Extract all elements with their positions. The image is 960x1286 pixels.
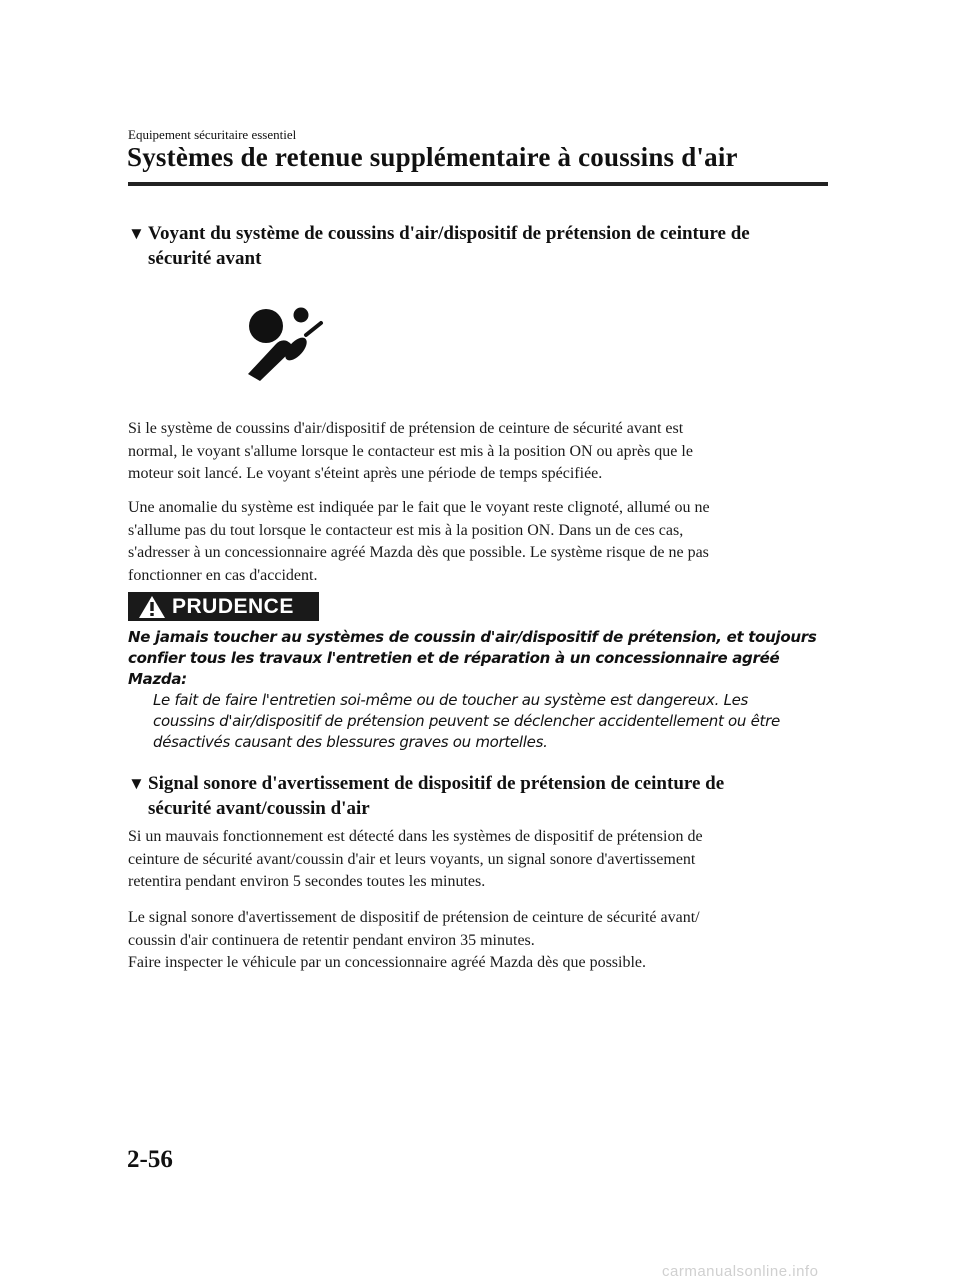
triangle-marker-icon: ▼	[128, 774, 145, 793]
text-line: s'allume pas du tout lorsque le contacteur est mis à la position ON. Dans un de ces cas,	[128, 521, 684, 539]
caution-label: PRUDENCE	[172, 594, 294, 618]
heading-line: Signal sonore d'avertissement de dispositif de prétension de ceinture de	[148, 773, 725, 794]
paragraph-normal-operation	[128, 418, 818, 486]
heading-line: Voyant du système de coussins d'air/dispositif de prétension de ceinture de	[148, 223, 750, 244]
text-line: fonctionner en cas d'accident.	[128, 566, 318, 584]
heading-line: sécurité avant/coussin d'air	[148, 798, 370, 819]
text-line: Le fait de faire l'entretien soi-même ou de toucher au système est dangereux. Les	[153, 691, 749, 709]
text-line: moteur soit lancé. Le voyant s'éteint après une période de temps spécifiée.	[128, 465, 603, 482]
text-line: normal, le voyant s'allume lorsque le contacteur est mis à la position ON ou après que le	[128, 442, 693, 460]
caution-text	[128, 627, 818, 753]
text-line: Une anomalie du système est indiquée par le fait que le voyant reste clignoté, allumé ou ne	[128, 499, 710, 516]
text-line: retentira pendant environ 5 secondes toutes les minutes.	[128, 873, 486, 890]
text-line: confier tous les travaux l'entretien et de réparation à un concessionnaire agréé	[128, 649, 780, 667]
airbag-warning-icon	[243, 303, 325, 381]
page-title: Systèmes de retenue supplémentaire à coussins d'air	[127, 142, 738, 172]
warning-triangle-icon	[138, 592, 168, 621]
text-line: coussins d'air/dispositif de prétension peuvent se déclencher accidentellement ou être	[153, 712, 780, 730]
text-line: Faire inspecter le véhicule par un concessionnaire agréé Mazda dès que possible.	[128, 954, 647, 971]
text-line: Ne jamais toucher au systèmes de coussin d'air/dispositif de prétension, et toujours	[128, 628, 817, 646]
text-line: Mazda:	[128, 670, 187, 688]
caution-badge	[128, 592, 319, 621]
text-line: coussin d'air continuera de retentir pendant environ 35 minutes.	[128, 931, 535, 949]
triangle-marker-icon: ▼	[128, 224, 145, 243]
title-rule	[128, 182, 828, 186]
watermark: carmanualsonline.info	[662, 1263, 819, 1280]
caution-explanation	[128, 690, 818, 753]
caution-warning-statement	[128, 627, 818, 690]
paragraph-malfunction	[128, 497, 818, 587]
page-number: 2-56	[127, 1146, 173, 1173]
paragraph-beep-malfunction	[128, 826, 818, 894]
paragraph-beep-duration	[128, 907, 818, 975]
text-line: Si un mauvais fonctionnement est détecté dans les systèmes de dispositif de prétension de	[128, 828, 703, 845]
text-line: Si le système de coussins d'air/dispositif de prétension de ceinture de sécurité avant est	[128, 420, 684, 437]
text-line: s'adresser à un concessionnaire agréé Mazda dès que possible. Le système risque de ne pas	[128, 544, 709, 561]
section-heading-warning-light	[128, 221, 808, 271]
heading-line: sécurité avant	[148, 248, 262, 269]
section-heading-warning-beep	[128, 771, 808, 821]
text-line: Le signal sonore d'avertissement de dispositif de prétension de ceinture de sécurité avant/	[128, 909, 700, 926]
text-line: ceinture de sécurité avant/coussin d'air et leurs voyants, un signal sonore d'avertissement	[128, 850, 696, 868]
text-line: désactivés causant des blessures graves ou mortelles.	[153, 733, 548, 751]
section-label: Equipement sécuritaire essentiel	[128, 127, 297, 142]
